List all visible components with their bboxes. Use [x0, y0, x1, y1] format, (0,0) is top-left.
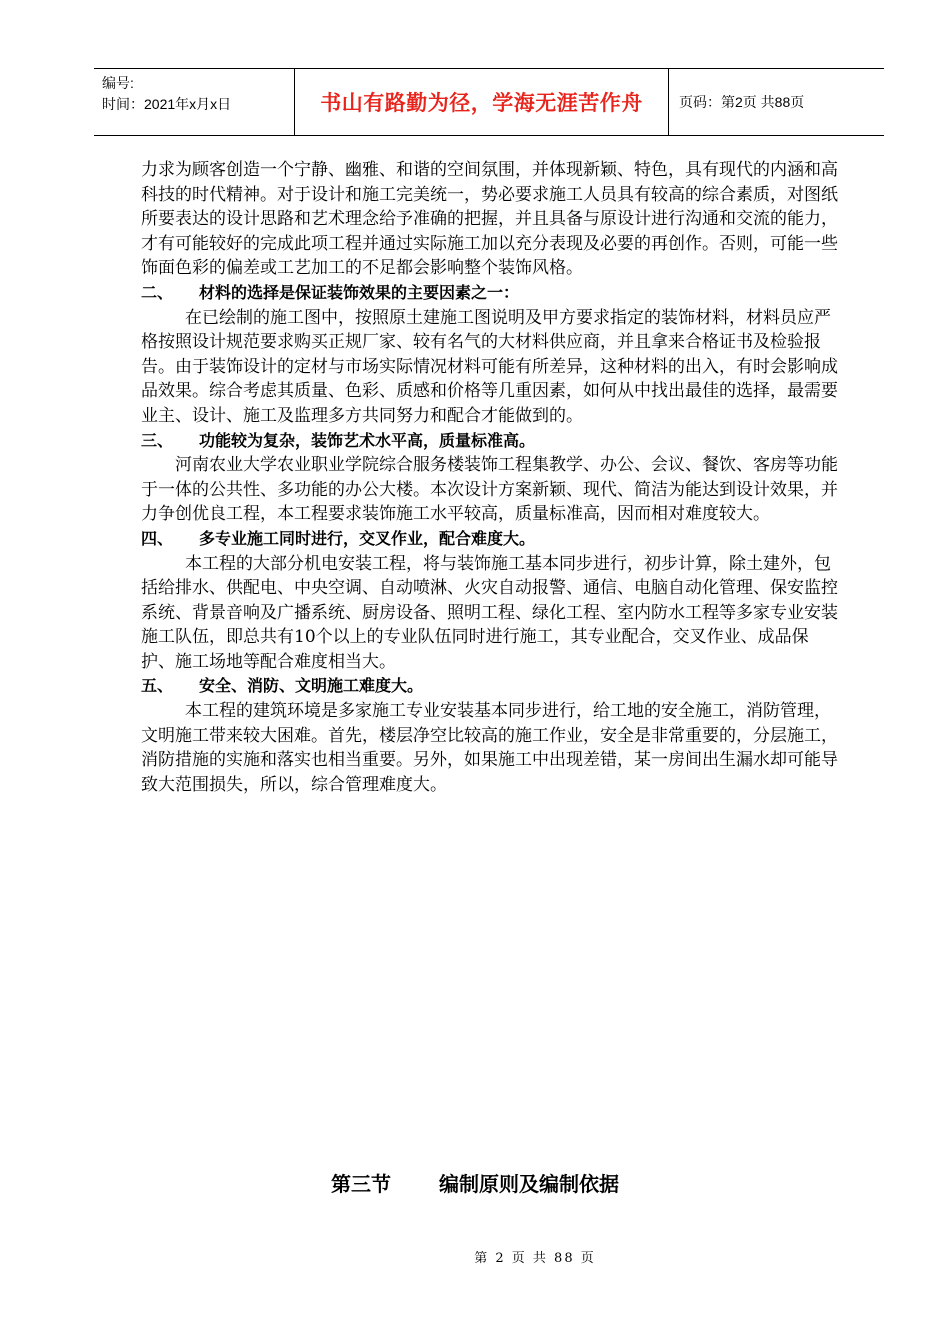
document-number-label: 编号:: [102, 75, 134, 91]
heading-3-number: 三、: [141, 430, 174, 450]
heading-2-number: 二、: [141, 282, 174, 302]
section-title-text: 编制原则及编制依据: [439, 1172, 619, 1196]
paragraph-4: 本工程的大部分机电安装工程，将与装饰施工基本同步进行，初步计算，除土建外，包括给排水、供配电、中央空调、自动喷淋、火灾自动报警、通信、电脑自动化管理、保安监控系统、背景音响及广播系统、厨房设备、照明工程、绿化工程、室内防水工程等多家专业安装施工队伍，即总共有10个以上的专业队伍同时进行施工，其专业配合，交叉作业、成品保护、施工场地等配合难度相当大。: [141, 553, 838, 672]
document-time-label: 时间：2021年x月x日: [102, 96, 232, 112]
heading-5: [141, 674, 841, 699]
document-body: [141, 158, 841, 797]
heading-5-text: 安全、消防、文明施工难度大。: [199, 676, 424, 696]
paragraph-3: 河南农业大学农业职业学院综合服务楼装饰工程集教学、办公、会议、餐饮、客房等功能于一体的公共性、多功能的办公大楼。本次设计方案新颖、现代、简洁为能达到设计效果，并力争创优良工程，本工程要求装饰施工水平较高，质量标准高，因而相对难度较大。: [141, 455, 838, 525]
section-label: 第三节: [331, 1172, 391, 1196]
page-header: [94, 68, 884, 136]
header-meta: [94, 69, 295, 135]
heading-2: [141, 281, 841, 306]
paragraph-2: 在已绘制的施工图中，按照原土建施工图说明及甲方要求指定的装饰材料，材料员应严格按照设计规范要求购买正规厂家、较有名气的大材料供应商，并且拿来合格证书及检验报告。由于装饰设计的定材与市场实际情况材料可能有所差异，这种材料的出入，有时会影响成品效果。综合考虑其质量、色彩、质感和价格等几重因素，如何从中找出最佳的选择，最需要业主、设计、施工及监理多方共同努力和配合才能做到的。: [141, 307, 838, 426]
heading-5-number: 五、: [141, 676, 174, 696]
section-heading: [0, 1168, 950, 1197]
heading-4: [141, 527, 841, 552]
heading-3-text: 功能较为复杂，装饰艺术水平高，质量标准高。: [199, 430, 536, 450]
heading-3: [141, 429, 841, 454]
paragraph-5: 本工程的建筑环境是多家施工专业安装基本同步进行，给工地的安全施工，消防管理，文明施工带来较大困难。首先，楼层净空比较高的施工作业，安全是非常重要的，分层施工，消防措施的实施和落实也相当重要。另外，如果施工中出现差错，某一房间出生漏水却可能导致大范围损失，所以，综合管理难度大。: [141, 701, 838, 795]
heading-2-text: 材料的选择是保证装饰效果的主要因素之一：: [199, 282, 520, 302]
heading-4-text: 多专业施工同时进行，交叉作业，配合难度大。: [199, 528, 536, 548]
page-footer: 第 2 页 共 88 页: [474, 1251, 596, 1266]
header-page-label: 页码：第2页 共88页: [679, 94, 805, 110]
heading-4-number: 四、: [141, 528, 174, 548]
header-motto: 书山有路勤为径，学海无涯苦作舟: [295, 69, 669, 135]
paragraph-intro: 力求为顾客创造一个宁静、幽雅、和谐的空间氛围，并体现新颖、特色，具有现代的内涵和高科技的时代精神。对于设计和施工完美统一，势必要求施工人员具有较高的综合素质，对图纸所要表达的设计思路和艺术理念给予准确的把握，并且具备与原设计进行沟通和交流的能力，才有可能较好的完成此项工程并通过实际施工加以充分表现及必要的再创作。否则，可能一些饰面色彩的偏差或工艺加工的不足都会影响整个装饰风格。: [141, 160, 838, 279]
